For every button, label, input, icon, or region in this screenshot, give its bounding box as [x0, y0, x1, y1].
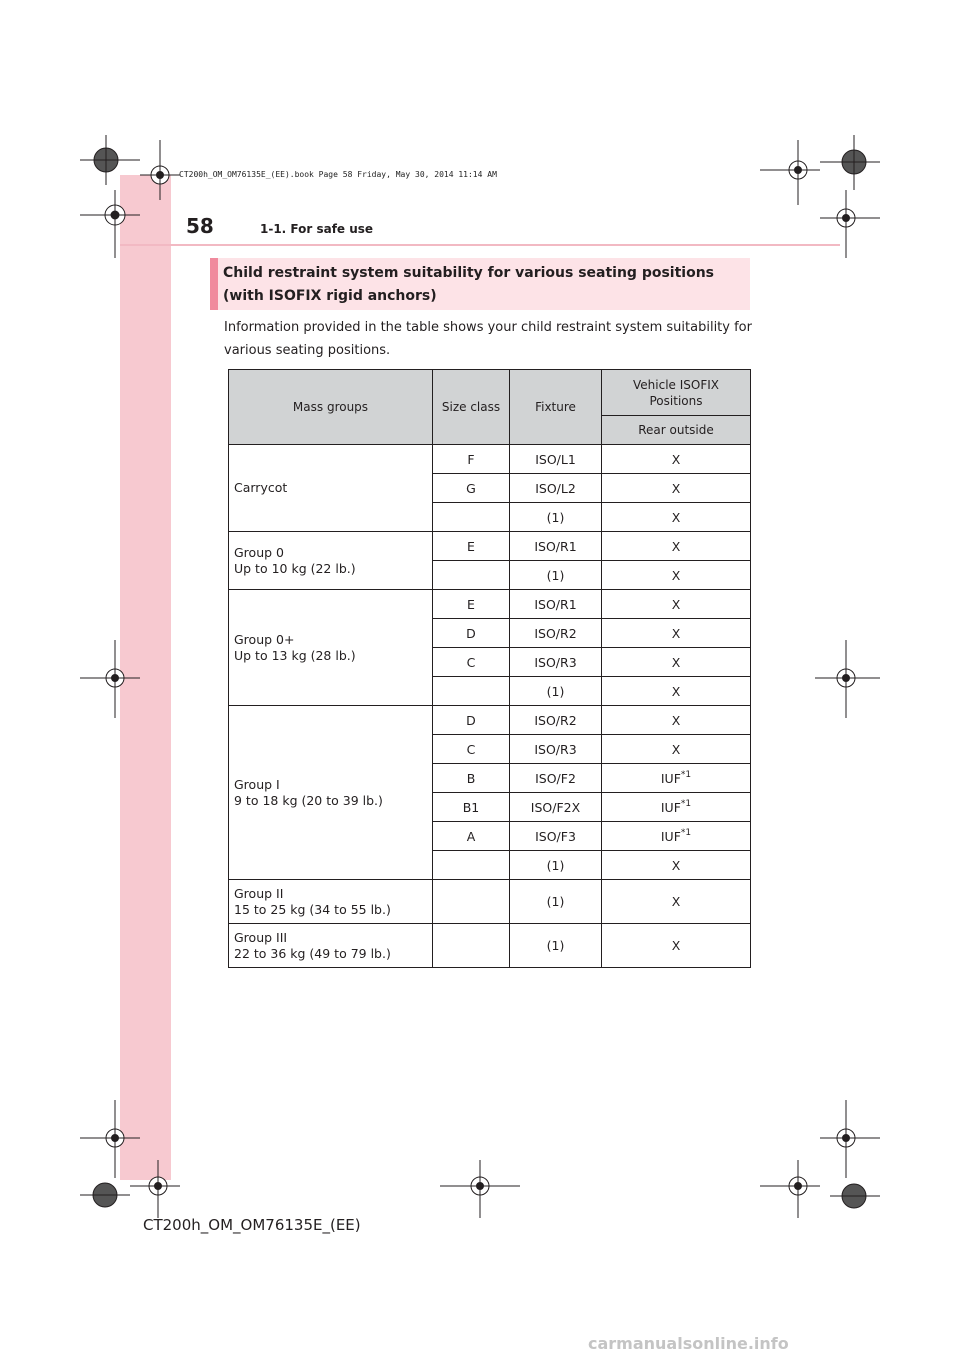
mass-group-cell — [229, 590, 433, 706]
table-row — [229, 532, 751, 561]
suitability-value: X — [671, 857, 681, 873]
mass-group-name: Group 0 — [234, 544, 284, 560]
footer-document-code: CT200h_OM_OM76135E_(EE) — [143, 1216, 361, 1234]
suitability-value: X — [671, 654, 681, 670]
rear-outside-cell — [602, 474, 751, 503]
mass-group-weight: Up to 10 kg (22 lb.) — [234, 560, 356, 576]
mass-group-name: Group 0+ — [234, 631, 295, 647]
fixture-cell: ISO/F3 — [510, 822, 602, 851]
col-header-vehicle-isofix: Vehicle ISOFIX Positions — [602, 370, 751, 416]
crop-marks-bottom-left — [80, 1100, 180, 1220]
size-class-cell: B1 — [433, 793, 510, 822]
size-class-cell — [433, 503, 510, 532]
table-row — [229, 590, 751, 619]
fixture-cell: ISO/L2 — [510, 474, 602, 503]
mass-group-name: Group II — [234, 885, 284, 901]
header-rule — [120, 244, 840, 246]
table-row — [229, 880, 751, 924]
rear-outside-cell — [602, 590, 751, 619]
crop-target-mid-left — [80, 640, 140, 720]
suitability-value: IUF — [660, 799, 681, 815]
crop-marks-bottom-right — [760, 1100, 880, 1220]
rear-outside-cell — [602, 503, 751, 532]
fixture-cell: (1) — [510, 851, 602, 880]
fixture-cell: ISO/R1 — [510, 532, 602, 561]
mass-group-cell — [229, 706, 433, 880]
table-row — [229, 706, 751, 735]
fixture-cell: ISO/R1 — [510, 590, 602, 619]
size-class-cell: D — [433, 619, 510, 648]
fixture-cell: ISO/F2 — [510, 764, 602, 793]
mass-group-cell — [229, 880, 433, 924]
crop-marks-top-right — [760, 130, 880, 260]
rear-outside-cell — [602, 677, 751, 706]
mass-group-weight: Up to 13 kg (28 lb.) — [234, 647, 356, 663]
mass-group-weight: 9 to 18 kg (20 to 39 lb.) — [234, 792, 383, 808]
size-class-cell — [433, 851, 510, 880]
size-class-cell: G — [433, 474, 510, 503]
fixture-cell: ISO/R3 — [510, 648, 602, 677]
col-header-size-class: Size class — [433, 370, 510, 445]
mass-group-cell — [229, 445, 433, 532]
crop-target-mid-right — [810, 640, 880, 720]
fixture-cell: (1) — [510, 677, 602, 706]
rear-outside-cell — [602, 924, 751, 968]
subsection-heading — [210, 258, 750, 310]
rear-outside-cell — [602, 648, 751, 677]
size-class-cell: A — [433, 822, 510, 851]
suitability-table — [228, 369, 751, 968]
size-class-cell: E — [433, 532, 510, 561]
intro-paragraph: Information provided in the table shows your child restraint system suitability for various seating positions. — [224, 320, 752, 358]
size-class-cell — [433, 561, 510, 590]
col-header-fixture: Fixture — [510, 370, 602, 445]
mass-group-cell — [229, 532, 433, 590]
size-class-cell: C — [433, 648, 510, 677]
size-class-cell: B — [433, 764, 510, 793]
size-class-cell: D — [433, 706, 510, 735]
rear-outside-cell — [602, 619, 751, 648]
mass-group-weight: 22 to 36 kg (49 to 79 lb.) — [234, 945, 391, 961]
suitability-value: X — [671, 567, 681, 583]
suitability-value: X — [671, 712, 681, 728]
suitability-value: X — [671, 683, 681, 699]
suitability-value: X — [671, 938, 681, 953]
heading-line-1: Child restraint system suitability for various seating positions — [223, 265, 714, 281]
col-header-mass-groups: Mass groups — [229, 370, 433, 445]
rear-outside-cell — [602, 561, 751, 590]
table-body — [229, 445, 751, 968]
size-class-cell — [433, 880, 510, 924]
file-stamp: CT200h_OM_OM76135E_(EE).book Page 58 Friday, May 30, 2014 11:14 AM — [179, 170, 497, 179]
crop-target-top — [140, 140, 180, 200]
mass-group-name: Group III — [234, 929, 288, 945]
heading-line-2: (with ISOFIX rigid anchors) — [223, 288, 437, 304]
rear-outside-cell — [602, 706, 751, 735]
fixture-cell: ISO/R2 — [510, 619, 602, 648]
heading-text — [223, 262, 714, 308]
size-class-cell: F — [433, 445, 510, 474]
size-class-cell — [433, 677, 510, 706]
suitability-value: X — [671, 625, 681, 641]
mass-group-name: Group I — [234, 776, 280, 792]
footnote-marker: *1 — [680, 769, 692, 780]
rear-outside-cell — [602, 735, 751, 764]
rear-outside-cell — [602, 764, 751, 793]
fixture-cell: ISO/L1 — [510, 445, 602, 474]
rear-outside-cell — [602, 793, 751, 822]
mass-group-weight: 15 to 25 kg (34 to 55 lb.) — [234, 901, 391, 917]
table-row — [229, 445, 751, 474]
suitability-value: X — [671, 451, 681, 467]
size-class-cell: C — [433, 735, 510, 764]
rear-outside-cell — [602, 532, 751, 561]
table-row — [229, 924, 751, 968]
suitability-value: IUF — [660, 828, 681, 844]
watermark: carmanualsonline.info — [588, 1334, 789, 1353]
fixture-cell: ISO/R3 — [510, 735, 602, 764]
footnote-marker: *1 — [680, 798, 692, 809]
suitability-value: X — [671, 480, 681, 496]
suitability-value: X — [671, 596, 681, 612]
fixture-cell: (1) — [510, 880, 602, 924]
page-number: 58 — [186, 214, 214, 238]
fixture-cell: (1) — [510, 561, 602, 590]
fixture-cell: ISO/R2 — [510, 706, 602, 735]
suitability-value: X — [671, 741, 681, 757]
fixture-cell: ISO/F2X — [510, 793, 602, 822]
fixture-cell: (1) — [510, 924, 602, 968]
size-class-cell: E — [433, 590, 510, 619]
fixture-cell: (1) — [510, 503, 602, 532]
rear-outside-cell — [602, 822, 751, 851]
footnote-marker: *1 — [680, 827, 692, 838]
heading-accent-bar — [210, 258, 218, 310]
crop-marks-top-left — [80, 130, 140, 260]
suitability-value: X — [671, 509, 681, 525]
section-title: 1-1. For safe use — [260, 222, 374, 236]
mass-group-cell — [229, 924, 433, 968]
suitability-value: X — [671, 894, 681, 909]
rear-outside-cell — [602, 445, 751, 474]
rear-outside-cell — [602, 880, 751, 924]
crop-target-bottom-center — [440, 1160, 520, 1220]
mass-group-name: Carrycot — [234, 480, 288, 495]
size-class-cell — [433, 924, 510, 968]
suitability-value: X — [671, 538, 681, 554]
rear-outside-cell — [602, 851, 751, 880]
col-header-rear-outside: Rear outside — [602, 416, 751, 445]
suitability-value: IUF — [660, 770, 681, 786]
